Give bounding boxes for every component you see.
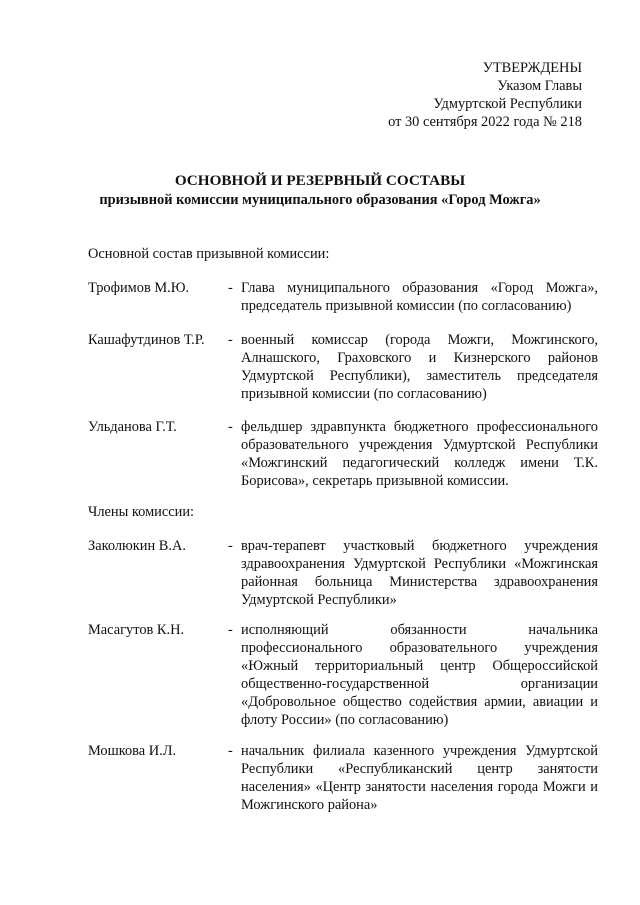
entry-name: Масагутов К.Н. (88, 622, 185, 638)
entry-description: исполняющий обязанности начальника профессионального образовательного учреждения «Южный территориальный центр Общероссийской общественно-государственной организации «Добровольное общество содействия армии, авиации и флоту России» (по согласованию) (241, 622, 598, 728)
main-section-label: Основной состав призывной комиссии: (88, 246, 330, 262)
document-subtitle: призывной комиссии муниципального образования «Город Можга» (99, 192, 541, 208)
document-title: ОСНОВНОЙ И РЕЗЕРВНЫЙ СОСТАВЫ (174, 172, 466, 189)
approval-region: Удмуртской Республики (433, 96, 582, 112)
approval-stamp (388, 59, 582, 131)
entry-dash: - (228, 280, 233, 296)
approval-decree: Указом Главы (497, 78, 582, 94)
entry-dash: - (228, 743, 233, 759)
entry-dash: - (228, 332, 233, 348)
entry-dash: - (228, 538, 233, 554)
entry-description: военный комиссар (города Можги, Можгинского, Алнашского, Граховского и Кизнерского районов Удмуртской Республики), заместитель председателя призывной комиссии (по согласованию) (241, 332, 598, 402)
entry-name: Мошкова И.Л. (88, 743, 177, 759)
entry-description: Глава муниципального образования «Город Можга», председатель призывной комиссии (по согласованию) (241, 280, 598, 314)
entry-description: начальник филиала казенного учреждения Удмуртской Республики «Республиканский центр занятости населения» «Центр занятости населения города Можги и Можгинского района» (241, 743, 598, 813)
entry-description: врач-терапевт участковый бюджетного учреждения здравоохранения Удмуртской Республики «Можгинская районная больница Министерства здравоохранения Удмуртской Республики» (241, 538, 598, 608)
entry-name: Трофимов М.Ю. (88, 280, 190, 296)
members-section-label: Члены комиссии: (88, 504, 195, 520)
entry-name: Заколюкин В.А. (88, 538, 186, 554)
approval-heading: УТВЕРЖДЕНЫ (482, 60, 582, 76)
entry-name: Кашафутдинов Т.Р. (88, 332, 205, 348)
entry-dash: - (228, 622, 233, 638)
entry-name: Ульданова Г.Т. (88, 419, 177, 435)
entry-dash: - (228, 419, 233, 435)
approval-date: от 30 сентября 2022 года № 218 (388, 114, 582, 130)
entry-description: фельдшер здравпункта бюджетного профессионального образовательного учреждения Удмуртской Республики «Можгинский педагогический колледж имени Т.К. Борисова», секретарь призывной комиссии. (241, 419, 598, 489)
